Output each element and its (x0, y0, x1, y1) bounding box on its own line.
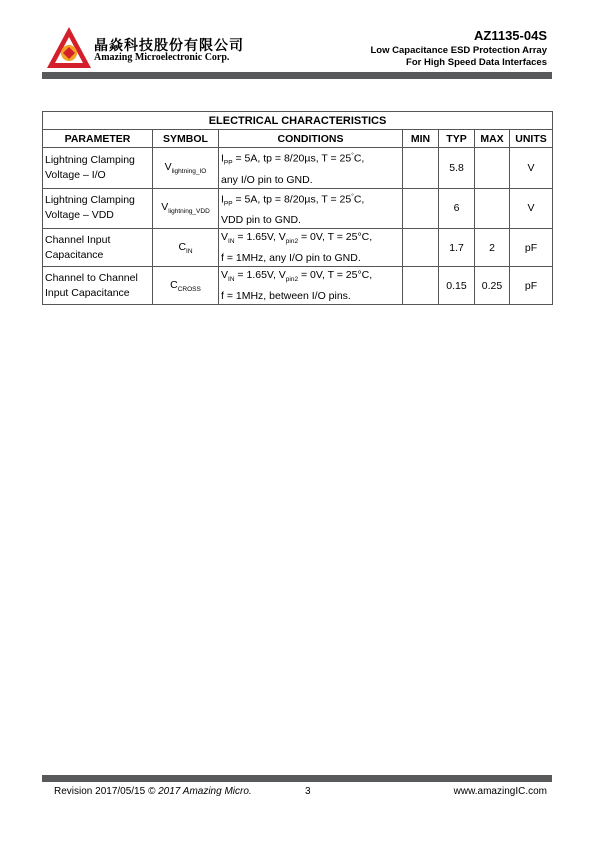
typ-cell: 1.7 (439, 229, 475, 267)
product-description-line1: Low Capacitance ESD Protection Array (370, 45, 547, 56)
part-number: AZ1135-04S (474, 28, 547, 43)
parameter-cell: Lightning Clamping Voltage – VDD (43, 188, 153, 229)
conditions-cell: $V_{IN} = 1.65V$, $V_{pin2} = 0V$, T = 25°C, f = 1MHz, between I/O pins. (219, 267, 403, 305)
page-number: 3 (305, 786, 311, 797)
conditions-cell: $I_{PP} = 5A$, tp = 8/20µs, T = 25°C, any I/O pin to GND. (219, 148, 403, 189)
header-divider-bar (42, 72, 552, 79)
units-cell: V (510, 188, 553, 229)
company-name-chinese: 晶焱科技股份有限公司 (94, 38, 244, 54)
units-cell: V (510, 148, 553, 189)
revision-date: Revision 2017/05/15 (54, 786, 146, 797)
table-row (43, 267, 553, 305)
parameter-cell: Lightning Clamping Voltage – I/O (43, 148, 153, 189)
column-header-conditions: CONDITIONS (219, 130, 403, 148)
min-cell (403, 229, 439, 267)
symbol-cell: $V_{lightning\_VDD}$ (153, 188, 219, 229)
symbol-cell: $C_{CROSS}$ (153, 267, 219, 305)
table-header-row (43, 130, 553, 148)
typ-cell: 5.8 (439, 148, 475, 189)
max-cell: 0.25 (475, 267, 510, 305)
company-name-english: Amazing Microelectronic Corp. (94, 52, 230, 63)
copyright-notice: © 2017 Amazing Micro. (147, 786, 252, 797)
electrical-characteristics-table (42, 111, 553, 305)
parameter-cell: Channel to Channel Input Capacitance (43, 267, 153, 305)
footer-revision (54, 786, 252, 797)
column-header-parameter: PARAMETER (43, 130, 153, 148)
table-title: ELECTRICAL CHARACTERISTICS (43, 112, 553, 130)
min-cell (403, 267, 439, 305)
parameter-cell: Channel Input Capacitance (43, 229, 153, 267)
column-header-typ: TYP (439, 130, 475, 148)
typ-cell: 6 (439, 188, 475, 229)
min-cell (403, 188, 439, 229)
typ-cell: 0.15 (439, 267, 475, 305)
max-cell (475, 148, 510, 189)
column-header-units: UNITS (510, 130, 553, 148)
conditions-cell: $I_{PP} = 5A$, tp = 8/20µs, T = 25°C, VDD pin to GND. (219, 188, 403, 229)
table-row (43, 188, 553, 229)
units-cell: pF (510, 229, 553, 267)
table-row (43, 148, 553, 189)
symbol-cell: $C_{IN}$ (153, 229, 219, 267)
column-header-min: MIN (403, 130, 439, 148)
units-cell: pF (510, 267, 553, 305)
column-header-symbol: SYMBOL (153, 130, 219, 148)
conditions-cell: $V_{IN} = 1.65V$, $V_{pin2} = 0V$, T = 25°C, f = 1MHz, any I/O pin to GND. (219, 229, 403, 267)
min-cell (403, 148, 439, 189)
symbol-cell: $V_{lightning\_IO}$ (153, 148, 219, 189)
column-header-max: MAX (475, 130, 510, 148)
footer-divider-bar (42, 775, 552, 782)
table-row (43, 229, 553, 267)
product-description-line2: For High Speed Data Interfaces (406, 57, 547, 68)
max-cell: 2 (475, 229, 510, 267)
website-url: www.amazingIC.com (453, 786, 547, 797)
company-logo-icon (44, 24, 94, 72)
max-cell (475, 188, 510, 229)
